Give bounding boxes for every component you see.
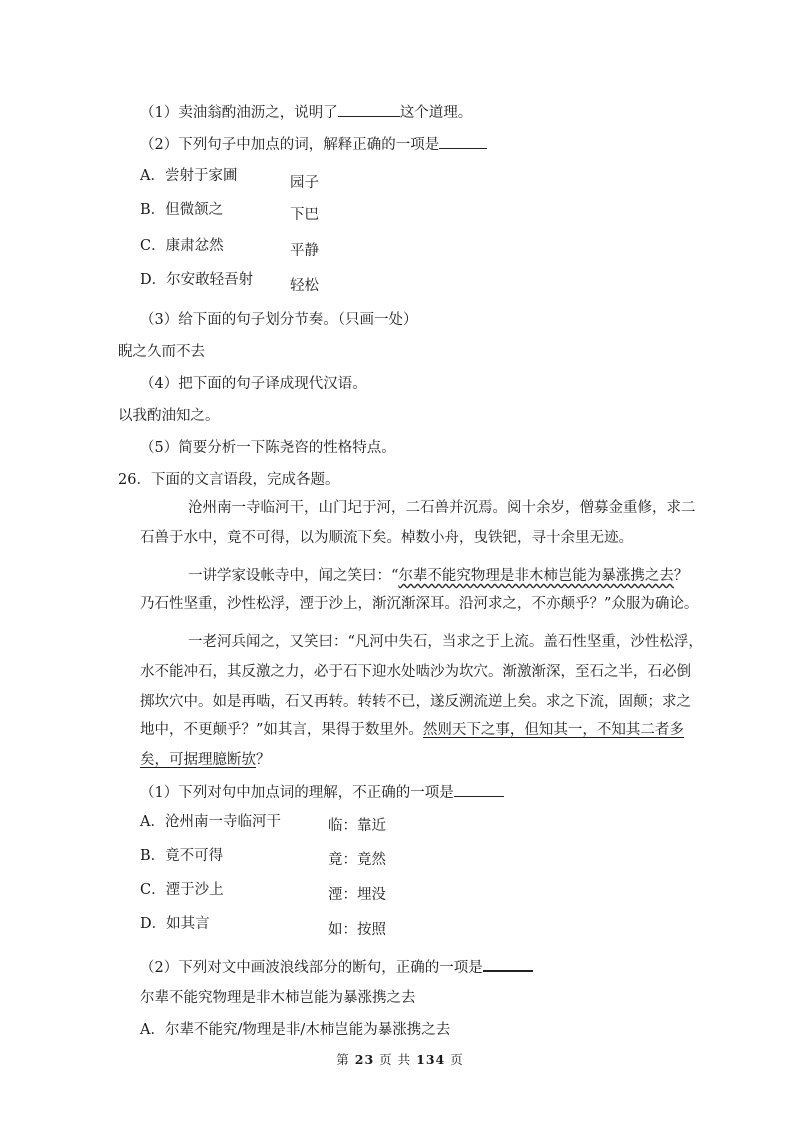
answer-blank: [338, 102, 400, 117]
option-row: C．康肃忿然 平静: [140, 238, 319, 259]
option-row: B．但微颔之 下巴: [140, 202, 319, 223]
passage-p1-line2: 石兽于水中，竟不可得，以为顺流下矣。棹数小舟，曳铁钯，寻十余里无迹。: [140, 530, 633, 546]
q25-3: （3）给下面的句子划分节奏。（只画一处）: [140, 312, 418, 328]
passage-p3-line1: 一老河兵闻之，又笑曰：“凡河中失石，当求之于上流。盖石性坚重，沙性松浮，: [188, 634, 703, 650]
q25-4: （4）把下面的句子译成现代汉语。: [140, 376, 367, 392]
passage-p1-line1: 沧州南一寺临河干，山门圮于河，二石兽并沉焉。阅十余岁，僧募金重修，求二: [188, 500, 696, 516]
answer-blank: [483, 956, 533, 972]
underlined-sentence: 然则天下之事，但知其一，不知其二者多: [422, 722, 684, 738]
q26-2-sentence: 尔辈不能究物理是非木柿岂能为暴涨携之去: [140, 990, 416, 1006]
option-row: A．尝射于家圃 园子: [140, 168, 319, 191]
option-row: B．竟不可得 竟：竟然: [140, 848, 386, 868]
answer-blank: [439, 134, 487, 149]
q26-1: （1）下列对句中加点词的理解，不正确的一项是: [140, 782, 504, 803]
option-row: D．如其言 如：按照: [140, 916, 386, 938]
q25-5: （5）简要分析一下陈尧咨的性格特点。: [140, 440, 396, 456]
passage-p2-line1: 一讲学家设帐寺中，闻之笑曰：“尔辈不能究物理是非木柿岂能为暴涨携之去？: [188, 568, 689, 584]
option-row: A．沧州南一寺临河干 临：靠近: [140, 814, 386, 834]
q25-4-sentence: 以我酌油知之。: [118, 408, 220, 424]
option-row: D．尔安敢轻吾射 轻松: [140, 272, 319, 294]
option-row: C．湮于沙上 湮：埋没: [140, 882, 386, 903]
q26-2-option-a: A．尔辈不能究/物理是非/木柿岂能为暴涨携之去: [140, 1022, 451, 1038]
wavy-underlined-sentence: 尔辈不能究物理是非木柿岂能为暴涨携之去: [398, 568, 674, 584]
passage-p3-line3: 掷坎穴中。如是再啮，石又再转。转转不已，遂反溯流逆上矣。求之下流，固颠；求之: [140, 694, 691, 710]
answer-blank: [454, 782, 504, 797]
q25-3-sentence: 睨之久而不去: [118, 344, 205, 360]
q25-1: （1）卖油翁酌油沥之，说明了 这个道理。: [140, 102, 472, 123]
q26-2: （2）下列对文中画波浪线部分的断句，正确的一项是: [140, 956, 533, 978]
page-footer: 第 23 页 共 134 页: [336, 1052, 464, 1067]
q26-heading: 26．下面的文言语段，完成各题。: [118, 472, 340, 488]
q25-2: （2）下列句子中加点的词，解释正确的一项是: [140, 134, 487, 155]
passage-p2-line2: 乃石性坚重，沙性松浮，湮于沙上，渐沉渐深耳。沿河求之，不亦颠乎？”众服为确论。: [140, 596, 699, 612]
underlined-sentence: 矣，可据理臆断欤: [140, 752, 256, 768]
passage-p3-line5: 矣，可据理臆断欤？: [140, 752, 271, 768]
passage-p3-line4: 地中，不更颠乎？”如其言，果得于数里外。然则天下之事，但知其一，不知其二者多: [140, 722, 684, 738]
passage-p3-line2: 水不能冲石，其反激之力，必于石下迎水处啮沙为坎穴。渐激渐深，至石之半，石必倒: [140, 664, 691, 680]
